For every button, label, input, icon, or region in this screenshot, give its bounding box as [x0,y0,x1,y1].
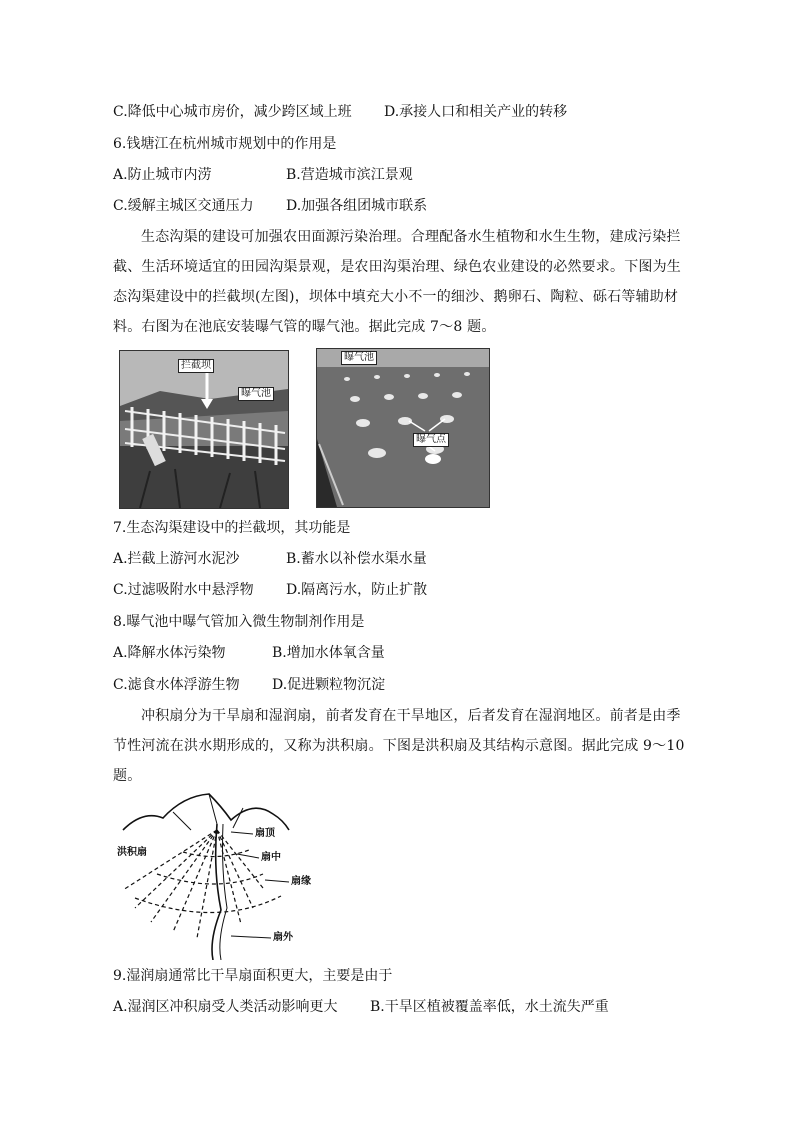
fan-middle-label: 扇中 [261,852,281,863]
alluvial-fan-diagram [113,790,373,960]
q7-option-a: A.拦截上游河水泥沙 [113,551,240,567]
fan-top-label: 扇顶 [255,828,275,839]
q9-option-a: A.湿润区冲积扇受人类活动影响更大 [113,999,338,1015]
q8-option-a: A.降解水体污染物 [113,645,226,661]
fan-edge-label: 扇缘 [291,876,311,887]
q7-option-b: B.蓄水以补偿水渠水量 [286,551,427,567]
interception-dam-photo [119,350,289,509]
q7-option-c: C.过滤吸附水中悬浮物 [113,582,254,598]
q5-option-c: C.降低中心城市房价，减少跨区域上班 [113,104,352,120]
alluvial-fan-label: 洪积扇 [117,847,147,858]
q9-stem: 9.湿润扇通常比干旱扇面积更大，主要是由于 [113,968,393,984]
q5-option-d: D.承接人口和相关产业的转移 [384,104,568,120]
q8-stem: 8.曝气池中曝气管加入微生物制剂作用是 [113,614,365,630]
q8-option-b: B.增加水体氧含量 [272,645,385,661]
dam-label: 拦截坝 [178,359,214,373]
q8-option-d: D.促进颗粒物沉淀 [272,677,386,693]
q6-option-b: B.营造城市滨江景观 [286,167,413,183]
q7-option-d: D.隔离污水，防止扩散 [286,582,428,598]
q7-stem: 7.生态沟渠建设中的拦截坝，其功能是 [113,520,351,536]
q8-option-c: C.滤食水体浮游生物 [113,677,240,693]
passage-9-10: 冲积扇分为干旱扇和湿润扇，前者发育在干旱地区，后者发育在湿润地区。前者是由季节性河流在洪水期形成的，又称为洪积扇。下图是洪积扇及其结构示意图。据此完成 9～10 题。 [113,708,685,784]
fan-outside-label: 扇外 [273,932,293,943]
aeration-pool-label-left: 曝气池 [238,387,274,401]
q6-option-d: D.加强各组团城市联系 [286,198,428,214]
aeration-pool-photo [316,348,490,508]
aeration-point-label: 曝气点 [413,433,449,447]
aeration-pool-label-right: 曝气池 [341,351,377,365]
passage-7-8: 生态沟渠的建设可加强农田面源污染治理。合理配备水生植物和水生生物，建成污染拦截、生活环境适宜的田园沟渠景观，是农田沟渠治理、绿色农业建设的必然要求。下图为生态沟渠建设中的拦截坝(左图)，坝体中填充大小不一的细沙、鹅卵石、陶粒、砾石等辅助材料。右图为在池底安装曝气管的曝气池。据此完成 7～8 题。 [113,229,681,335]
q6-option-c: C.缓解主城区交通压力 [113,198,254,214]
q6-stem: 6.钱塘江在杭州城市规划中的作用是 [113,136,337,152]
q6-option-a: A.防止城市内涝 [113,167,212,183]
q9-option-b: B.干旱区植被覆盖率低，水土流失严重 [370,999,609,1015]
